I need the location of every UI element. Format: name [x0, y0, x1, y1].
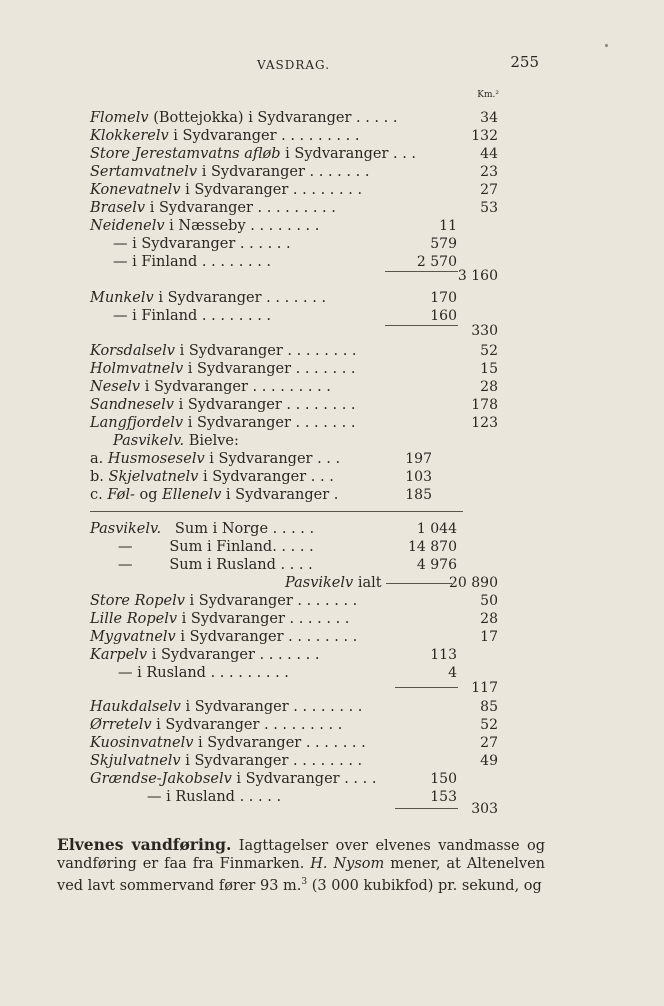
table-row: — Sum i Rusland . . . . — [118, 557, 313, 573]
table-row: — i Rusland . . . . . . . . . — [118, 665, 289, 681]
table-row: Pasvikelv. Sum i Norge . . . . . — [90, 521, 315, 537]
area-value: 170 — [430, 290, 457, 306]
body-paragraph: Elvenes vandføring. Iagttagelser over elvenes vandmasse og vandføring er faa fra Finmarken. H. Nysom mener, at Altenelven ved lavt sommervand fører 93 m.$^3$ (3 000 kubikfod) pr. sekund, og — [57, 835, 545, 894]
table-row: — i Finland . . . . . . . . — [113, 254, 272, 270]
running-head: VASDRAG. — [257, 58, 331, 72]
table-row: Grændse-Jakobselv i Sydvaranger . . . . — [90, 771, 377, 787]
area-value: 44 — [480, 146, 498, 162]
total-rule — [386, 583, 452, 584]
sum-rule — [395, 687, 458, 688]
table-row: Neidenelv i Næsseby . . . . . . . . — [90, 218, 320, 234]
table-row: — Sum i Finland. . . . . — [118, 539, 314, 555]
table-row: Sertamvatnelv i Sydvaranger . . . . . . . — [90, 164, 370, 180]
table-row: Korsdalselv i Sydvaranger . . . . . . . . — [90, 343, 357, 359]
table-row: Neselv i Sydvaranger . . . . . . . . . — [90, 379, 331, 395]
sum-rule — [385, 271, 458, 272]
area-value: 34 — [480, 110, 498, 126]
area-value: 113 — [430, 647, 457, 663]
table-row: Sandneselv i Sydvaranger . . . . . . . . — [90, 397, 356, 413]
area-value: 132 — [471, 128, 498, 144]
area-value: 27 — [480, 735, 498, 751]
sum-value: 303 — [471, 801, 498, 817]
table-row: — i Sydvaranger . . . . . . — [113, 236, 291, 252]
area-value: 11 — [439, 218, 457, 234]
area-value: 85 — [480, 699, 498, 715]
table-row: Store Jerestamvatns afløb i Sydvaranger . . . — [90, 146, 417, 162]
table-row: — i Rusland . . . . . — [147, 789, 282, 805]
sum-rule — [395, 808, 458, 809]
area-value: 50 — [480, 593, 498, 609]
table-row: a. Husmoseselv i Sydvaranger . . . — [90, 451, 341, 467]
area-value: 17 — [480, 629, 498, 645]
area-value: 27 — [480, 182, 498, 198]
area-value: 1 044 — [416, 521, 457, 537]
area-value: 52 — [480, 343, 498, 359]
area-value: 52 — [480, 717, 498, 733]
table-row: Karpelv i Sydvaranger . . . . . . . — [90, 647, 320, 663]
area-value: 153 — [430, 789, 457, 805]
table-row: Konevatnelv i Sydvaranger . . . . . . . . — [90, 182, 363, 198]
section-heading: Pasvikelv. Bielve: — [113, 433, 239, 449]
table-row: Langfjordelv i Sydvaranger . . . . . . . — [90, 415, 356, 431]
total-row: Pasvikelv ialt — [285, 575, 382, 591]
paragraph-heading: Elvenes vandføring. — [57, 835, 232, 854]
table-row: Kuosinvatnelv i Sydvaranger . . . . . . . — [90, 735, 366, 751]
table-row: Ørretelv i Sydvaranger . . . . . . . . . — [90, 717, 343, 733]
table-row: c. Føl- og Ellenelv i Sydvaranger . — [90, 487, 339, 503]
area-value: 2 570 — [416, 254, 457, 270]
area-value: 160 — [430, 308, 457, 324]
area-value: 15 — [480, 361, 498, 377]
area-value: 14 870 — [408, 539, 457, 555]
table-row: Klokkerelv i Sydvaranger . . . . . . . . . — [90, 128, 360, 144]
total-value: 20 890 — [449, 575, 498, 591]
table-row: — i Finland . . . . . . . . — [113, 308, 272, 324]
table-row: Braselv i Sydvaranger . . . . . . . . . — [90, 200, 336, 216]
table-row: Flomelv (Bottejokka) i Sydvaranger . . . . . — [90, 110, 398, 126]
area-value: 28 — [480, 379, 498, 395]
sum-value: 330 — [471, 323, 498, 339]
sum-rule — [385, 325, 458, 326]
table-row: Munkelv i Sydvaranger . . . . . . . — [90, 290, 327, 306]
area-value: 103 — [405, 469, 432, 485]
table-row: Mygvatnelv i Sydvaranger . . . . . . . . — [90, 629, 358, 645]
area-value: 4 — [448, 665, 457, 681]
area-value: 178 — [471, 397, 498, 413]
area-value: 4 976 — [416, 557, 457, 573]
area-value: 23 — [480, 164, 498, 180]
area-value: 150 — [430, 771, 457, 787]
page-number: 255 — [510, 53, 539, 71]
margin-mark — [605, 44, 608, 47]
table-row: Haukdalselv i Sydvaranger . . . . . . . . — [90, 699, 363, 715]
sum-value: 117 — [471, 680, 498, 696]
area-value: 49 — [480, 753, 498, 769]
table-row: Lille Ropelv i Sydvaranger . . . . . . . — [90, 611, 350, 627]
table-row: b. Skjelvatnelv i Sydvaranger . . . — [90, 469, 334, 485]
table-row: Skjulvatnelv i Sydvaranger . . . . . . . . — [90, 753, 363, 769]
area-value: 53 — [480, 200, 498, 216]
table-row: Holmvatnelv i Sydvaranger . . . . . . . — [90, 361, 356, 377]
unit-label: Km.² — [477, 90, 499, 100]
area-value: 197 — [405, 451, 432, 467]
area-value: 28 — [480, 611, 498, 627]
area-value: 579 — [430, 236, 457, 252]
area-value: 185 — [405, 487, 432, 503]
sum-value: 3 160 — [457, 268, 498, 284]
table-row: Store Ropelv i Sydvaranger . . . . . . . — [90, 593, 358, 609]
area-value: 123 — [471, 415, 498, 431]
section-divider — [90, 511, 463, 512]
